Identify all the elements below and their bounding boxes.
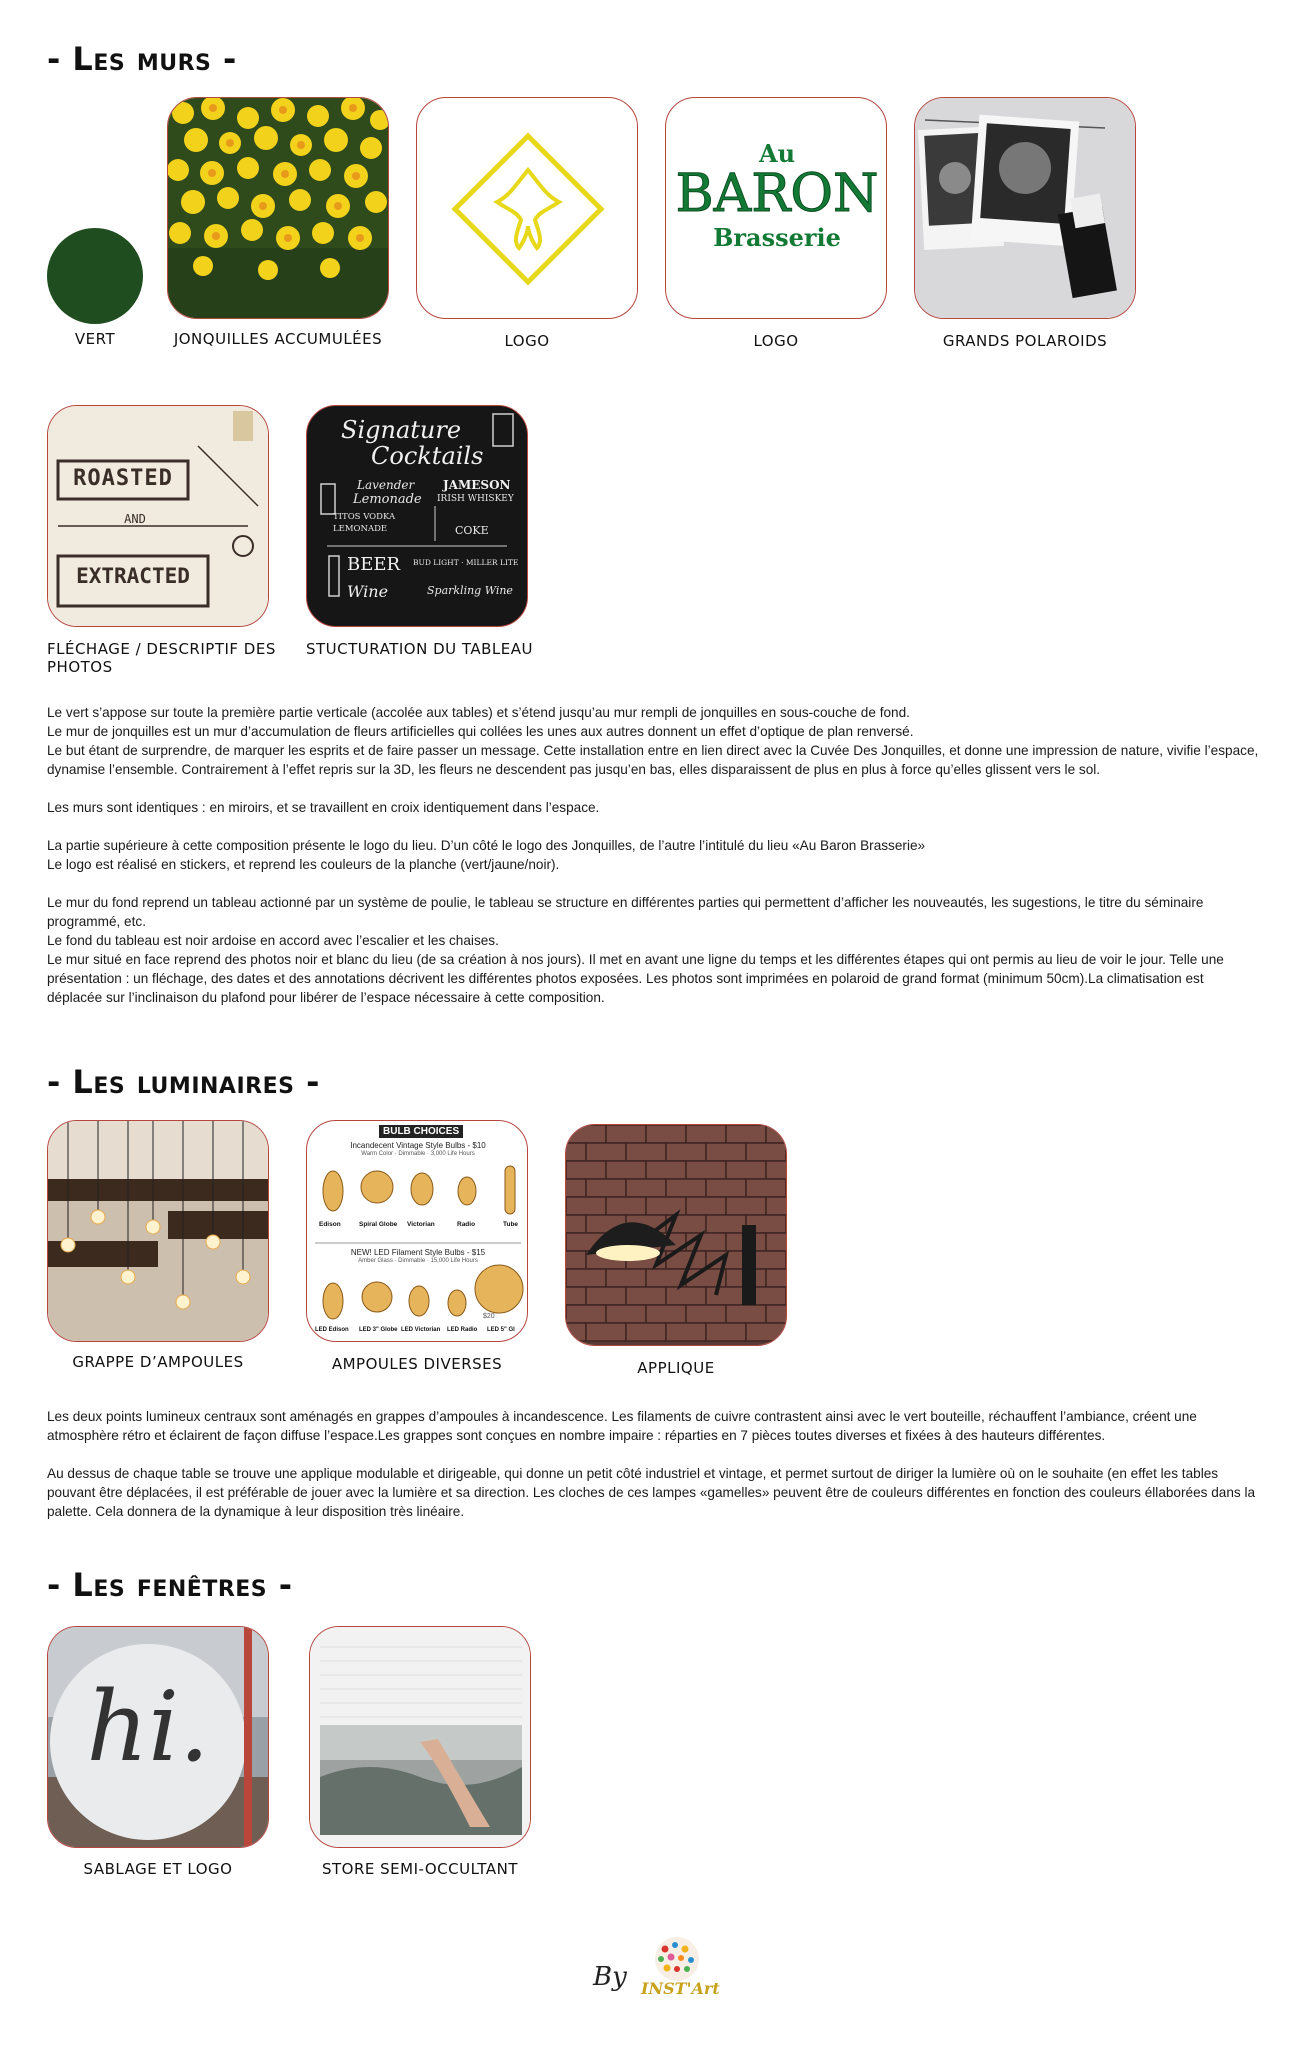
baron-logo-line1: Au	[758, 139, 796, 168]
chalk-l9: BUD LIGHT · MILLER LITE	[413, 558, 519, 567]
caption-flechage: FLÉCHAGE / DESCRIPTIF DES PHOTOS	[47, 640, 276, 676]
caption-polaroids: GRANDS POLAROIDS	[942, 332, 1108, 350]
baron-logo-line3: Brasserie	[713, 223, 841, 252]
chalk-title-2: Cocktails	[371, 442, 484, 470]
wall-lamp-image	[565, 1124, 787, 1346]
chalk-l8: BEER	[347, 554, 401, 575]
frosted-hi-text: hi.	[86, 1671, 210, 1783]
bulb-led-name-1: LED Edison	[315, 1327, 349, 1333]
walls-p3-l2: Le logo est réalisé en stickers, et reprend les couleurs de la planche (vert/jaune/noir).	[47, 857, 560, 872]
polaroids-image	[914, 97, 1136, 319]
walls-p4-l1: Le mur du fond reprend un tableau actionné par un système de poulie, le tableau se structure en différentes parties qui permettent d’afficher les nouveautés, les sugestions, le titre du séminaire programmé, etc.	[47, 895, 1204, 929]
bulb-row2-sub: Amber Glass · Dimmable · 15,000 Life Hours	[358, 1258, 478, 1264]
chalk-l1: Lavender	[357, 478, 415, 492]
caption-vert: VERT	[74, 330, 116, 348]
chalk-l10: Wine	[347, 582, 389, 601]
green-color-swatch	[47, 228, 143, 324]
daffodil-wall-image	[167, 97, 389, 319]
caption-logo-1: LOGO	[504, 332, 550, 350]
and-word: AND	[124, 512, 146, 526]
caption-store: STORE SEMI-OCCULTANT	[321, 1860, 519, 1878]
bulb-chart-header: BULB CHOICES	[379, 1125, 463, 1138]
chalk-l5: TITOS VODKA	[333, 512, 396, 522]
caption-tableau: STUCTURATION DU TABLEAU	[306, 640, 533, 658]
bulb-name-2: Spiral Globe	[359, 1221, 398, 1228]
brand-logo	[641, 1931, 720, 2003]
section-title-lights: - Les luminaires -	[47, 1063, 320, 1101]
bulb-row1-title: Incandecent Vintage Style Bulbs - $10	[350, 1141, 486, 1150]
walls-p1-l3: Le but étant de surprendre, de marquer les esprits et de faire passer un message. Cette installation entre en lien direct avec la Cuvée Des Jonquilles, et donne une impression de nature, vivifie l’espace, dynamise l’ensemble. Contrairement à l’effet repris sur la 3D, les fleurs ne descendent pas jusqu’en bas, elles disparaissent de plus en plus à force qu’elles glissent vers le sol.	[47, 743, 1259, 777]
chalkboard-menu-image	[306, 405, 528, 627]
walls-p1-l1: Le vert s’appose sur toute la première partie verticale (accolée aux tables) et s’étend jusqu’au mur rempli de jonquilles en sous-couche de fond.	[47, 705, 910, 720]
caption-applique: APPLIQUE	[637, 1359, 715, 1377]
bulb-choices-image	[306, 1120, 528, 1342]
chalk-l4: IRISH WHISKEY	[437, 494, 514, 504]
chalk-l2: Lemonade	[353, 492, 422, 507]
bulb-price: $20	[483, 1313, 495, 1320]
roasted-extracted-image	[47, 405, 269, 627]
lights-description	[47, 1407, 1262, 1521]
bulb-name-1: Edison	[319, 1221, 341, 1228]
extracted-word: EXTRACTED	[76, 564, 190, 588]
chalk-l6: LEMONADE	[333, 524, 388, 534]
chalk-l3: JAMESON	[443, 478, 511, 492]
walls-p1-l2: Le mur de jonquilles est un mur d’accumulation de fleurs artificielles qui collées les unes aux autres donnent un effet d’optique de plan renversé.	[47, 724, 914, 739]
caption-sablage: SABLAGE ET LOGO	[83, 1860, 233, 1878]
baron-logo-image	[665, 97, 887, 319]
caption-grappe: GRAPPE D’AMPOULES	[72, 1353, 244, 1371]
bulb-name-3: Victorian	[407, 1221, 435, 1228]
walls-p3-l1: La partie supérieure à cette composition présente le logo du lieu. D’un côté le logo des Jonquilles, de l’autre l’intitulé du lieu «Au Baron Brasserie»	[47, 838, 926, 853]
caption-jonquilles: JONQUILLES ACCUMULÉES	[173, 330, 383, 348]
chalk-title-1: Signature	[341, 416, 462, 444]
walls-description	[47, 703, 1262, 1007]
bulb-name-4: Radio	[457, 1221, 476, 1228]
bulb-led-name-4: LED Radio	[447, 1327, 478, 1333]
bulb-led-name-3: LED Victorian	[401, 1327, 441, 1333]
bulb-led-name-2: LED 3" Globe	[359, 1327, 398, 1333]
walls-p4-l3: Le mur situé en face reprend des photos noir et blanc du lieu (de sa création à nos jours). Il met en avant une ligne du temps et les différentes étapes qui ont permis au lieu de voir le jour. Telle une présentation : un fléchage, des dates et des annotations décrivent les différentes photos exposées. Les photos sont imprimées en polaroid de grand format (minimum 50cm).La climatisation est déplacée sur l’inclinaison du plafond pour libérer de l’espace nécessaire à cette composition.	[47, 952, 1224, 1005]
caption-ampoules: AMPOULES DIVERSES	[331, 1355, 503, 1373]
bulb-name-5: Tube	[503, 1221, 519, 1228]
caption-logo-2: LOGO	[753, 332, 799, 350]
walls-p2-l1: Les murs sont identiques : en miroirs, et se travaillent en croix identiquement dans l’espace.	[47, 800, 600, 815]
bulb-row1-sub: Warm Color · Dimmable · 3,000 Life Hours	[361, 1151, 475, 1157]
section-title-windows: - Les fenêtres -	[47, 1566, 293, 1604]
chalk-l11: Sparkling Wine	[427, 584, 513, 597]
frosted-glass-image	[47, 1626, 269, 1848]
footer-by: By	[593, 1962, 627, 1992]
daffodil-logo-image	[416, 97, 638, 319]
blind-image	[309, 1626, 531, 1848]
baron-logo-line2: BARON	[675, 164, 879, 224]
bulb-led-name-5: LED 5" Gl	[487, 1327, 515, 1333]
roasted-word: ROASTED	[73, 466, 173, 491]
walls-p4-l2: Le fond du tableau est noir ardoise en accord avec l’escalier et les chaises.	[47, 933, 499, 948]
brand-name: INST'Art	[641, 1979, 720, 1998]
chalk-l7: COKE	[455, 524, 489, 537]
bulb-cluster-image	[47, 1120, 269, 1342]
lights-p1: Les deux points lumineux centraux sont aménagés en grappes d’ampoules à incandescence. Les filaments de cuivre contrastent ainsi avec le vert bouteille, réchauffent l’ambiance, créent une atmosphère rétro et éclairent de façon diffuse l’espace.Les grappes sont conçues en nombre impaire : réparties en 7 pièces toutes diverses et fixées à des hauteurs différentes.	[47, 1409, 1197, 1443]
section-title-walls: - Les murs -	[47, 40, 237, 78]
lights-p2: Au dessus de chaque table se trouve une applique modulable et dirigeable, qui donne un petit côté industriel et vintage, et permet surtout de diriger la lumière où on le souhaite (en effet les tables pouvant être déplacées, il est préférable de jouer avec la lumière et sa direction. Les cloches de ces lampes «gamelles» peuvent être de couleurs différentes en fonction des couleurs éllaborées dans la palette. Cela donnera de la dynamique à leur disposition très linéaire.	[47, 1466, 1256, 1519]
bulb-row2-title: NEW! LED Filament Style Bulbs - $15	[350, 1248, 486, 1257]
